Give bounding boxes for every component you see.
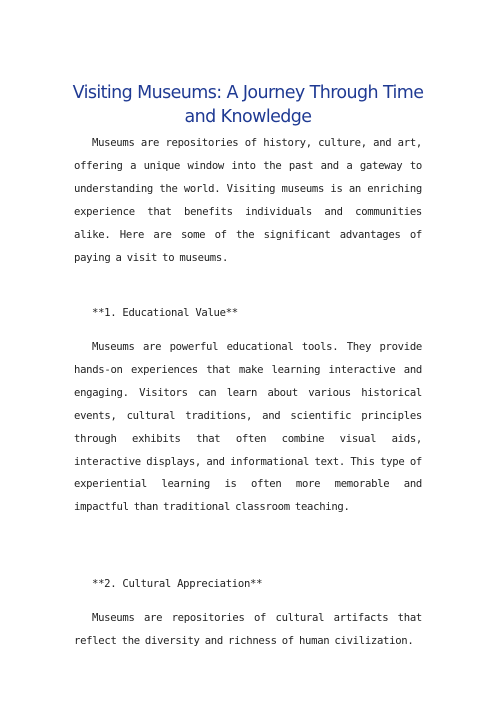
section-body-cultural-appreciation: Museums are repositories of cultural artifacts that reflect the diversity and richness of human civilization. [74,612,422,647]
intro-paragraph: Museums are repositories of history, culture, and art, offering a unique window into the past and a gateway to understanding the world. Visiting museums is an enriching experience that benefits individuals and communities alike. Here are some of the significant advantages of paying a visit to museums. [74,137,422,264]
document-title: Visiting Museums: A Journey Through Time and Knowledge [72,83,424,127]
section-heading-educational-value: **1. Educational Value** [92,307,238,319]
section-heading-cultural-appreciation: **2. Cultural Appreciation** [92,578,263,590]
section-body-educational-value: Museums are powerful educational tools. They provide hands-on experiences that make learning interactive and engaging. Visitors can learn about various historical events, cultural traditions, and scientific principles through exhibits that often combine visual aids, interactive displays, and informational text. This type of experiential learning is often more memorable and impactful than traditional classroom teaching. [74,341,422,514]
